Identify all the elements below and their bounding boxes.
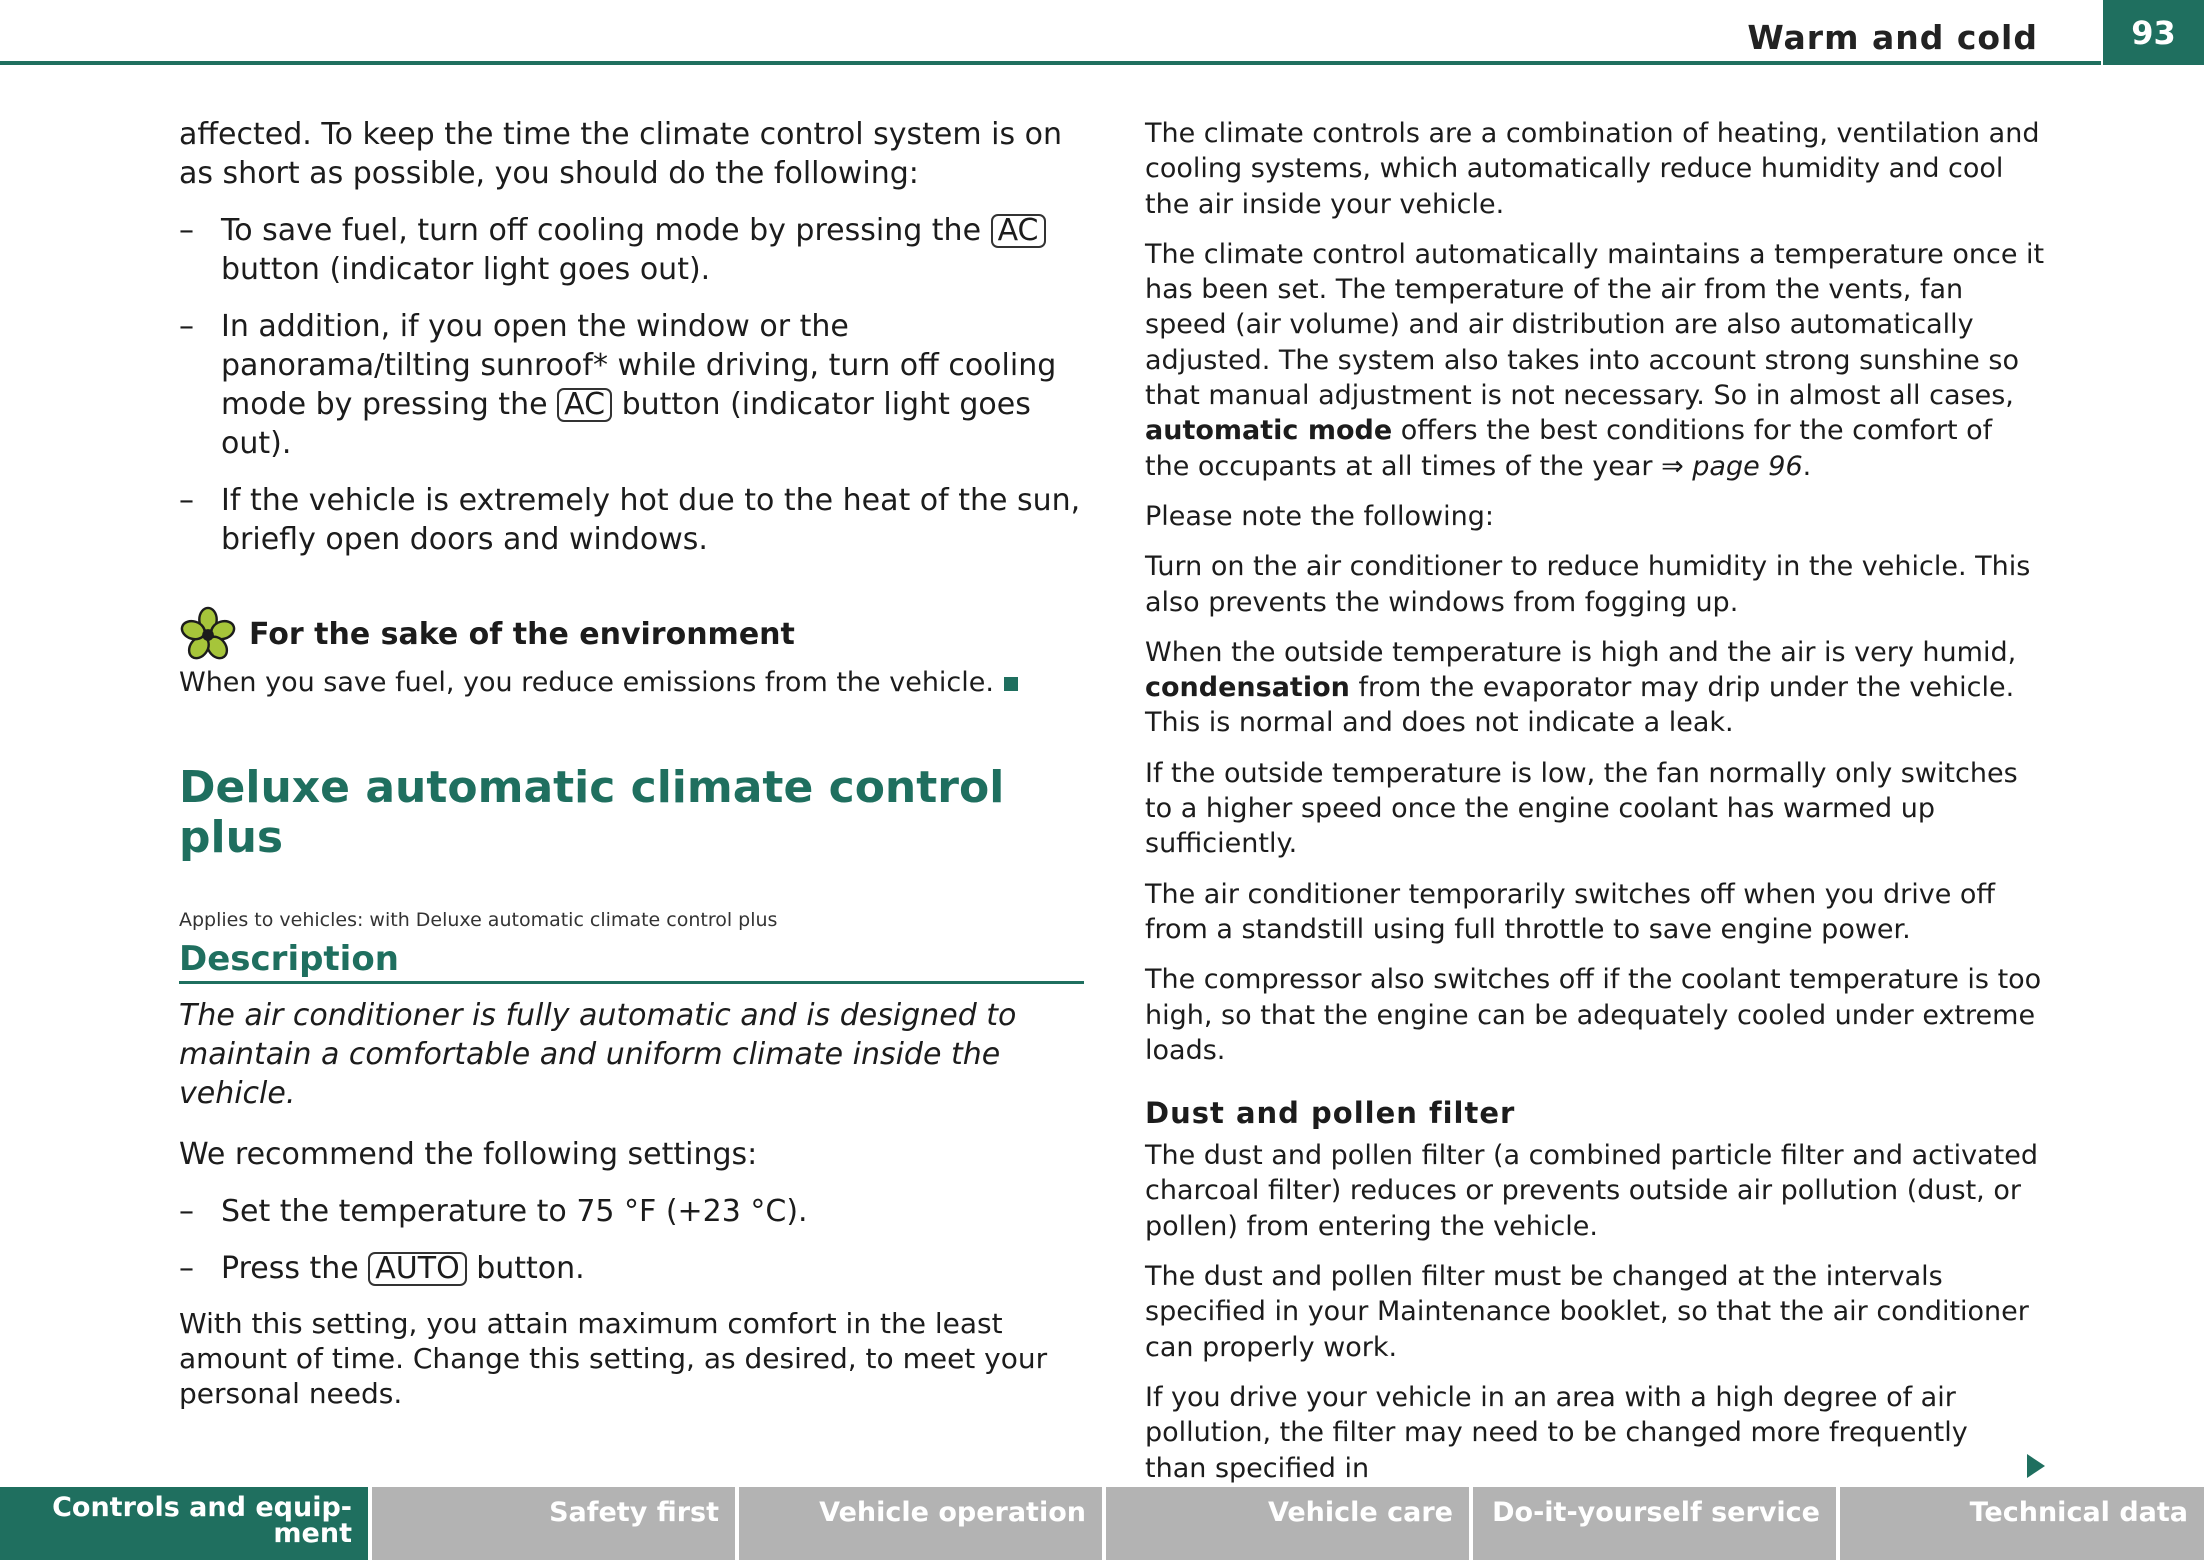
- applies-to-note: Applies to vehicles: with Deluxe automatic climate control plus: [179, 909, 778, 931]
- tab-controls-and-equipment[interactable]: Controls and equip- ment: [0, 1487, 368, 1560]
- auto-key-label: AUTO: [368, 1252, 466, 1286]
- environment-note: [179, 605, 1084, 701]
- paragraph: Turn on the air conditioner to reduce humidity in the vehicle. This also prevents the windows from fogging up.: [1145, 551, 2031, 618]
- environment-title: For the sake of the environment: [249, 616, 795, 652]
- flower-icon: [179, 605, 237, 663]
- list-item: – To save fuel, turn off cooling mode by pressing the AC button (indicator light goes out).: [179, 211, 1084, 289]
- intro-paragraph: affected. To keep the time the climate control system is on as short as possible, you should do the following:: [179, 117, 1063, 191]
- page-reference-link[interactable]: page 96: [1692, 450, 1803, 482]
- paragraph: The climate controls are a combination of heating, ventilation and cooling systems, which automatically reduce humidity and cool the air inside your vehicle.: [1145, 118, 2040, 220]
- paragraph: If you drive your vehicle in an area with a high degree of air pollution, the filter may need to be changed more frequently than specified in: [1145, 1380, 2045, 1486]
- tab-vehicle-operation[interactable]: Vehicle operation: [739, 1487, 1102, 1560]
- page-number: 93: [2103, 0, 2204, 65]
- recommend-text: We recommend the following settings:: [179, 1137, 758, 1172]
- automatic-mode-term: automatic mode: [1145, 415, 1393, 447]
- ac-key-label: AC: [991, 214, 1046, 248]
- list-item: – Set the temperature to 75 °F (+23 °C).: [179, 1192, 1084, 1231]
- closing-paragraph: With this setting, you attain maximum comfort in the least amount of time. Change this setting, as desired, to meet your personal needs.: [179, 1307, 1048, 1410]
- list-item: – Press the AUTO button.: [179, 1249, 1084, 1288]
- tab-do-it-yourself-service[interactable]: Do-it-yourself service: [1473, 1487, 1836, 1560]
- list-item: – In addition, if you open the window or the panorama/tilting sunroof* while driving, turn off cooling mode by pressing the AC button (indicator light goes out).: [179, 307, 1084, 463]
- paragraph: The air conditioner temporarily switches off when you drive off from a standstill using full throttle to save engine power.: [1145, 878, 1996, 945]
- condensation-term: condensation: [1145, 672, 1350, 704]
- tab-vehicle-care[interactable]: Vehicle care: [1106, 1487, 1469, 1560]
- header-rule: [0, 61, 2101, 65]
- list-item: – If the vehicle is extremely hot due to the heat of the sun, briefly open doors and windows.: [179, 481, 1084, 559]
- ref-arrow: ⇒: [1661, 450, 1684, 482]
- paragraph: When the outside temperature is high and the air is very humid, condensation from the evaporator may drip under the vehicle. This is normal and does not indicate a leak.: [1145, 636, 2017, 739]
- right-column: [1145, 116, 2045, 1501]
- continue-arrow-icon[interactable]: [2027, 1454, 2045, 1478]
- environment-text: When you save fuel, you reduce emissions from the vehicle.: [179, 667, 994, 698]
- stop-mark: [1004, 677, 1018, 691]
- description-intro: The air conditioner is fully automatic and is designed to maintain a comfortable and uniform climate inside the vehicle.: [179, 998, 1017, 1111]
- page-title: Warm and cold: [1747, 18, 2038, 57]
- tab-safety-first[interactable]: Safety first: [372, 1487, 735, 1560]
- paragraph: Please note the following:: [1145, 500, 1494, 532]
- filter-heading: Dust and pollen filter: [1145, 1096, 1516, 1131]
- paragraph: The dust and pollen filter must be changed at the intervals specified in your Maintenance booklet, so that the air conditioner can properly work.: [1145, 1261, 2029, 1363]
- paragraph: The compressor also switches off if the coolant temperature is too high, so that the engine can be adequately cooled under extreme loads.: [1145, 964, 2042, 1066]
- settings-list: [179, 1192, 1084, 1288]
- fuel-tips-list: [179, 211, 1084, 559]
- ac-key-label: AC: [557, 388, 612, 422]
- left-column: [179, 115, 1084, 1411]
- chapter-tabs: [0, 1487, 2204, 1560]
- paragraph: The dust and pollen filter (a combined particle filter and activated charcoal filter) reduces or prevents outside air pollution (dust, or pollen) from entering the vehicle.: [1145, 1140, 2038, 1242]
- section-title: Deluxe automatic climate control plus: [179, 762, 1005, 863]
- paragraph: The climate control automatically maintains a temperature once it has been set. The temperature of the air from the vents, fan speed (air volume) and air distribution are also automatically adjusted. The system also takes into account strong sunshine so that manual adjustment is not necessary. So in almost all cases, automatic mode offers the best conditions for the comfort of the occupants at all times of the year ⇒ page 96.: [1145, 238, 2045, 482]
- tab-technical-data[interactable]: Technical data: [1840, 1487, 2204, 1560]
- subsection-title: Description: [179, 939, 1084, 984]
- paragraph: If the outside temperature is low, the fan normally only switches to a higher speed once the engine coolant has warmed up sufficiently.: [1145, 757, 2018, 860]
